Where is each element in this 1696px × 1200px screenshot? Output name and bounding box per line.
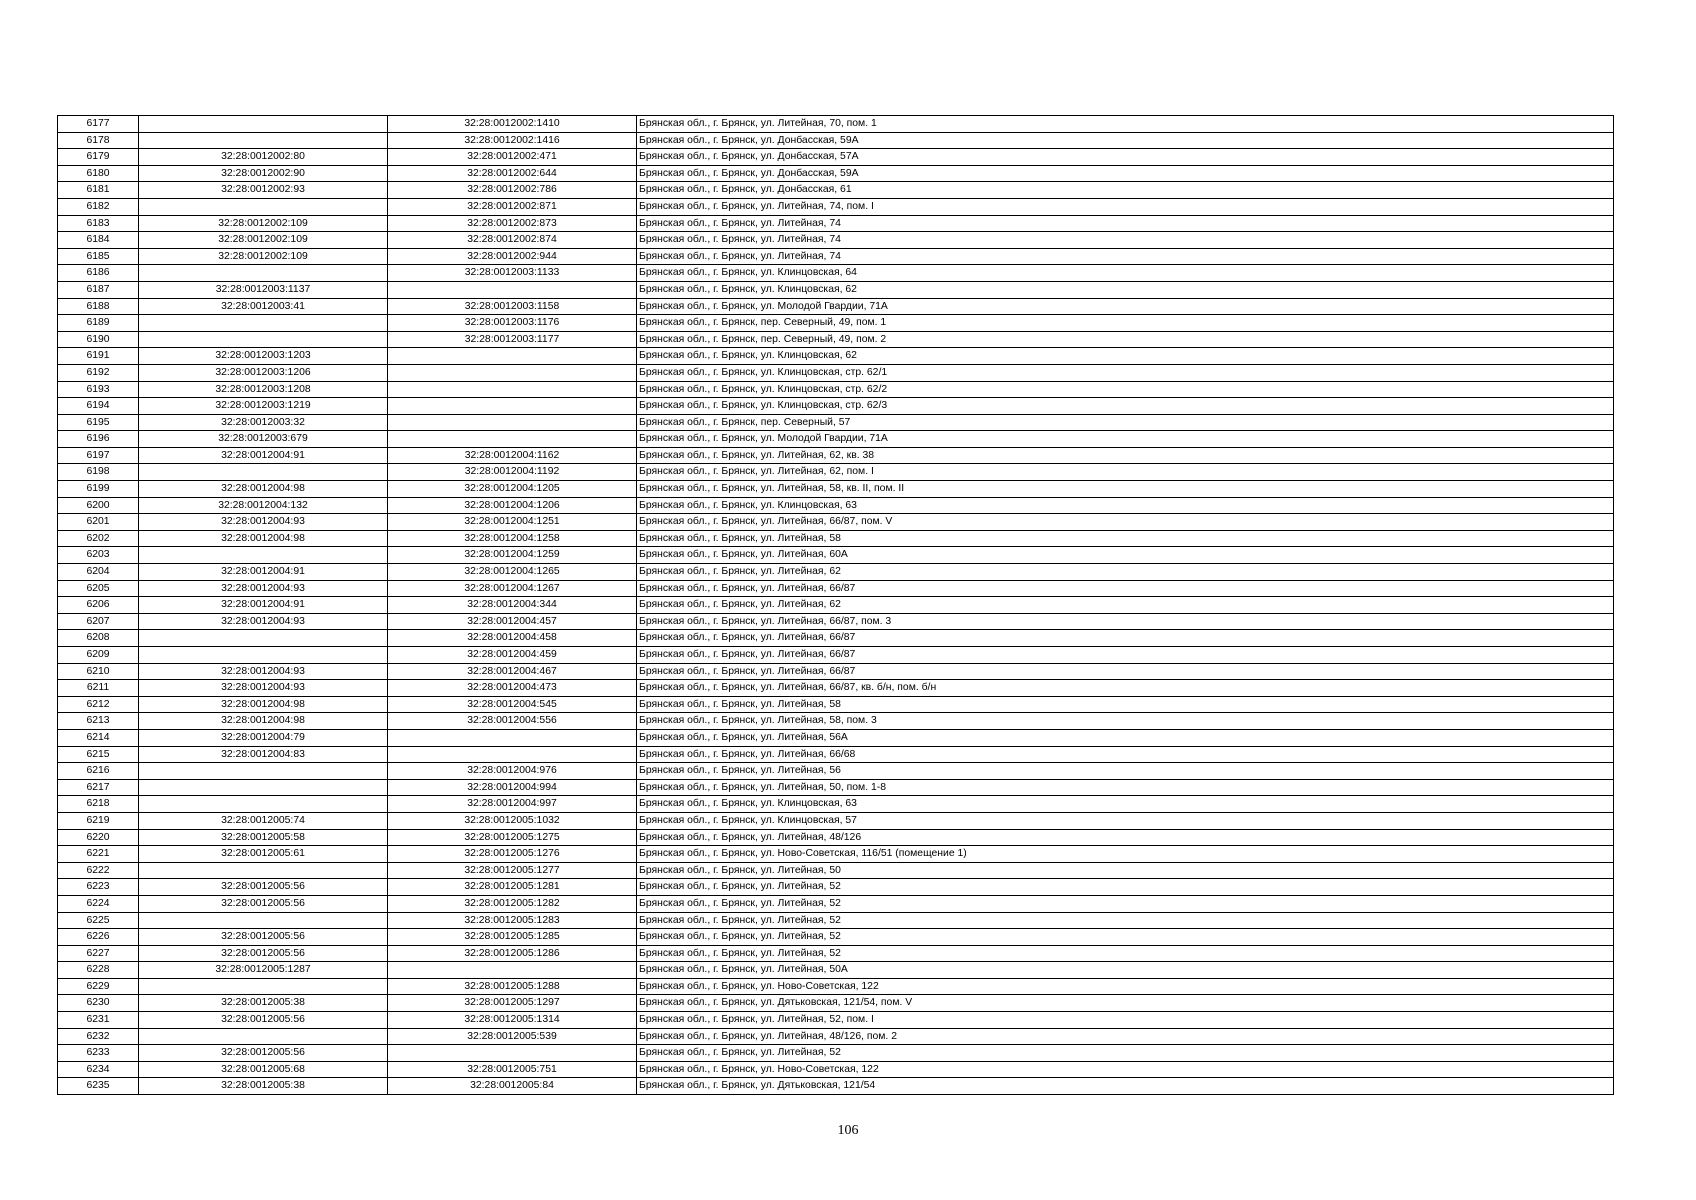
row-number-cell: 6185 xyxy=(58,248,139,265)
row-number-cell: 6194 xyxy=(58,398,139,415)
address-cell: Брянская обл., г. Брянск, ул. Клинцовская, 64 xyxy=(637,265,1614,282)
table-row xyxy=(58,729,1614,746)
land-plot-cadastral-cell: 32:28:0012002:80 xyxy=(139,149,388,166)
row-number-cell: 6220 xyxy=(58,829,139,846)
table-row xyxy=(58,215,1614,232)
table-row xyxy=(58,663,1614,680)
table-row xyxy=(58,198,1614,215)
table-row xyxy=(58,298,1614,315)
object-cadastral-cell: 32:28:0012004:556 xyxy=(388,713,637,730)
object-cadastral-cell: 32:28:0012005:84 xyxy=(388,1078,637,1095)
land-plot-cadastral-cell: 32:28:0012005:56 xyxy=(139,879,388,896)
row-number-cell: 6199 xyxy=(58,481,139,498)
land-plot-cadastral-cell: 32:28:0012005:56 xyxy=(139,929,388,946)
object-cadastral-cell xyxy=(388,381,637,398)
address-cell: Брянская обл., г. Брянск, ул. Молодой Гвардии, 71А xyxy=(637,298,1614,315)
land-plot-cadastral-cell: 32:28:0012004:91 xyxy=(139,564,388,581)
object-cadastral-cell: 32:28:0012002:1416 xyxy=(388,132,637,149)
row-number-cell: 6235 xyxy=(58,1078,139,1095)
table-row xyxy=(58,713,1614,730)
row-number-cell: 6198 xyxy=(58,464,139,481)
row-number-cell: 6218 xyxy=(58,796,139,813)
land-plot-cadastral-cell xyxy=(139,796,388,813)
row-number-cell: 6219 xyxy=(58,812,139,829)
address-cell: Брянская обл., г. Брянск, ул. Клинцовская, стр. 62/2 xyxy=(637,381,1614,398)
table-row xyxy=(58,630,1614,647)
object-cadastral-cell: 32:28:0012004:1258 xyxy=(388,530,637,547)
object-cadastral-cell xyxy=(388,746,637,763)
row-number-cell: 6189 xyxy=(58,315,139,332)
address-cell: Брянская обл., г. Брянск, ул. Литейная, 62, пом. I xyxy=(637,464,1614,481)
land-plot-cadastral-cell xyxy=(139,198,388,215)
table-row xyxy=(58,796,1614,813)
row-number-cell: 6186 xyxy=(58,265,139,282)
row-number-cell: 6213 xyxy=(58,713,139,730)
table-row xyxy=(58,132,1614,149)
land-plot-cadastral-cell: 32:28:0012004:93 xyxy=(139,514,388,531)
row-number-cell: 6229 xyxy=(58,978,139,995)
table-row xyxy=(58,962,1614,979)
land-plot-cadastral-cell: 32:28:0012005:68 xyxy=(139,1061,388,1078)
land-plot-cadastral-cell: 32:28:0012004:93 xyxy=(139,613,388,630)
land-plot-cadastral-cell: 32:28:0012004:132 xyxy=(139,497,388,514)
address-cell: Брянская обл., г. Брянск, ул. Литейная, 66/87, кв. б/н, пом. б/н xyxy=(637,680,1614,697)
address-cell: Брянская обл., г. Брянск, ул. Литейная, 62 xyxy=(637,597,1614,614)
row-number-cell: 6177 xyxy=(58,116,139,133)
object-cadastral-cell xyxy=(388,398,637,415)
land-plot-cadastral-cell xyxy=(139,779,388,796)
table-row xyxy=(58,331,1614,348)
land-plot-cadastral-cell xyxy=(139,1028,388,1045)
land-plot-cadastral-cell: 32:28:0012005:61 xyxy=(139,846,388,863)
table-row xyxy=(58,647,1614,664)
address-cell: Брянская обл., г. Брянск, ул. Литейная, 52 xyxy=(637,912,1614,929)
land-plot-cadastral-cell: 32:28:0012003:679 xyxy=(139,431,388,448)
address-cell: Брянская обл., г. Брянск, ул. Литейная, 52 xyxy=(637,929,1614,946)
object-cadastral-cell: 32:28:0012004:1267 xyxy=(388,580,637,597)
row-number-cell: 6223 xyxy=(58,879,139,896)
row-number-cell: 6231 xyxy=(58,1012,139,1029)
land-plot-cadastral-cell: 32:28:0012002:109 xyxy=(139,248,388,265)
object-cadastral-cell: 32:28:0012005:1286 xyxy=(388,945,637,962)
object-cadastral-cell: 32:28:0012004:1265 xyxy=(388,564,637,581)
object-cadastral-cell xyxy=(388,414,637,431)
object-cadastral-cell: 32:28:0012004:1251 xyxy=(388,514,637,531)
object-cadastral-cell xyxy=(388,348,637,365)
row-number-cell: 6233 xyxy=(58,1045,139,1062)
address-cell: Брянская обл., г. Брянск, ул. Литейная, 74 xyxy=(637,232,1614,249)
table-row xyxy=(58,481,1614,498)
row-number-cell: 6209 xyxy=(58,647,139,664)
row-number-cell: 6221 xyxy=(58,846,139,863)
table-row xyxy=(58,1028,1614,1045)
land-plot-cadastral-cell: 32:28:0012004:98 xyxy=(139,696,388,713)
table-row xyxy=(58,696,1614,713)
address-cell: Брянская обл., г. Брянск, ул. Клинцовская, стр. 62/1 xyxy=(637,364,1614,381)
land-plot-cadastral-cell: 32:28:0012005:56 xyxy=(139,1012,388,1029)
address-cell: Брянская обл., г. Брянск, ул. Донбасская, 59А xyxy=(637,132,1614,149)
address-cell: Брянская обл., г. Брянск, ул. Литейная, 56А xyxy=(637,729,1614,746)
table-row xyxy=(58,929,1614,946)
object-cadastral-cell xyxy=(388,729,637,746)
row-number-cell: 6230 xyxy=(58,995,139,1012)
row-number-cell: 6202 xyxy=(58,530,139,547)
object-cadastral-cell: 32:28:0012005:1275 xyxy=(388,829,637,846)
object-cadastral-cell: 32:28:0012005:539 xyxy=(388,1028,637,1045)
row-number-cell: 6200 xyxy=(58,497,139,514)
address-cell: Брянская обл., г. Брянск, ул. Литейная, 52 xyxy=(637,879,1614,896)
address-cell: Брянская обл., г. Брянск, ул. Клинцовская, стр. 62/3 xyxy=(637,398,1614,415)
object-cadastral-cell: 32:28:0012005:1285 xyxy=(388,929,637,946)
address-cell: Брянская обл., г. Брянск, пер. Северный, 49, пом. 2 xyxy=(637,331,1614,348)
row-number-cell: 6211 xyxy=(58,680,139,697)
address-cell: Брянская обл., г. Брянск, ул. Клинцовская, 62 xyxy=(637,348,1614,365)
table-row xyxy=(58,1061,1614,1078)
table-row xyxy=(58,165,1614,182)
address-cell: Брянская обл., г. Брянск, ул. Литейная, 56 xyxy=(637,763,1614,780)
registry-table xyxy=(57,115,1614,1095)
land-plot-cadastral-cell: 32:28:0012002:93 xyxy=(139,182,388,199)
address-cell: Брянская обл., г. Брянск, ул. Литейная, 60А xyxy=(637,547,1614,564)
address-cell: Брянская обл., г. Брянск, ул. Литейная, 48/126, пом. 2 xyxy=(637,1028,1614,1045)
address-cell: Брянская обл., г. Брянск, ул. Ново-Советская, 116/51 (помещение 1) xyxy=(637,846,1614,863)
land-plot-cadastral-cell: 32:28:0012002:109 xyxy=(139,215,388,232)
table-row xyxy=(58,497,1614,514)
table-row xyxy=(58,364,1614,381)
land-plot-cadastral-cell: 32:28:0012004:91 xyxy=(139,597,388,614)
table-row xyxy=(58,182,1614,199)
address-cell: Брянская обл., г. Брянск, ул. Дятьковская, 121/54, пом. V xyxy=(637,995,1614,1012)
land-plot-cadastral-cell xyxy=(139,862,388,879)
land-plot-cadastral-cell: 32:28:0012005:1287 xyxy=(139,962,388,979)
address-cell: Брянская обл., г. Брянск, ул. Литейная, 66/68 xyxy=(637,746,1614,763)
land-plot-cadastral-cell xyxy=(139,265,388,282)
table-row xyxy=(58,680,1614,697)
object-cadastral-cell: 32:28:0012004:1162 xyxy=(388,447,637,464)
land-plot-cadastral-cell: 32:28:0012004:93 xyxy=(139,580,388,597)
row-number-cell: 6217 xyxy=(58,779,139,796)
table-row xyxy=(58,613,1614,630)
address-cell: Брянская обл., г. Брянск, ул. Литейная, 58, пом. 3 xyxy=(637,713,1614,730)
object-cadastral-cell: 32:28:0012004:545 xyxy=(388,696,637,713)
object-cadastral-cell: 32:28:0012005:751 xyxy=(388,1061,637,1078)
object-cadastral-cell: 32:28:0012004:467 xyxy=(388,663,637,680)
row-number-cell: 6228 xyxy=(58,962,139,979)
object-cadastral-cell: 32:28:0012004:1205 xyxy=(388,481,637,498)
table-row xyxy=(58,779,1614,796)
row-number-cell: 6207 xyxy=(58,613,139,630)
object-cadastral-cell: 32:28:0012005:1276 xyxy=(388,846,637,863)
table-row xyxy=(58,746,1614,763)
table-row xyxy=(58,912,1614,929)
object-cadastral-cell: 32:28:0012005:1288 xyxy=(388,978,637,995)
row-number-cell: 6193 xyxy=(58,381,139,398)
address-cell: Брянская обл., г. Брянск, ул. Молодой Гвардии, 71А xyxy=(637,431,1614,448)
object-cadastral-cell xyxy=(388,281,637,298)
address-cell: Брянская обл., г. Брянск, ул. Литейная, 66/87 xyxy=(637,647,1614,664)
land-plot-cadastral-cell: 32:28:0012005:38 xyxy=(139,1078,388,1095)
land-plot-cadastral-cell: 32:28:0012004:83 xyxy=(139,746,388,763)
object-cadastral-cell: 32:28:0012002:871 xyxy=(388,198,637,215)
row-number-cell: 6195 xyxy=(58,414,139,431)
row-number-cell: 6187 xyxy=(58,281,139,298)
row-number-cell: 6206 xyxy=(58,597,139,614)
row-number-cell: 6226 xyxy=(58,929,139,946)
land-plot-cadastral-cell: 32:28:0012004:98 xyxy=(139,530,388,547)
table-row xyxy=(58,348,1614,365)
object-cadastral-cell: 32:28:0012005:1032 xyxy=(388,812,637,829)
address-cell: Брянская обл., г. Брянск, ул. Литейная, 58 xyxy=(637,696,1614,713)
object-cadastral-cell: 32:28:0012005:1314 xyxy=(388,1012,637,1029)
object-cadastral-cell xyxy=(388,962,637,979)
object-cadastral-cell: 32:28:0012004:473 xyxy=(388,680,637,697)
table-row xyxy=(58,879,1614,896)
row-number-cell: 6201 xyxy=(58,514,139,531)
table-row xyxy=(58,547,1614,564)
address-cell: Брянская обл., г. Брянск, ул. Литейная, 66/87 xyxy=(637,663,1614,680)
land-plot-cadastral-cell: 32:28:0012005:38 xyxy=(139,995,388,1012)
registry-table-body xyxy=(58,116,1614,1095)
object-cadastral-cell: 32:28:0012002:873 xyxy=(388,215,637,232)
land-plot-cadastral-cell: 32:28:0012004:93 xyxy=(139,663,388,680)
object-cadastral-cell: 32:28:0012004:1259 xyxy=(388,547,637,564)
land-plot-cadastral-cell xyxy=(139,763,388,780)
row-number-cell: 6190 xyxy=(58,331,139,348)
address-cell: Брянская обл., г. Брянск, ул. Литейная, 52 xyxy=(637,895,1614,912)
table-row xyxy=(58,1045,1614,1062)
table-row xyxy=(58,414,1614,431)
table-row xyxy=(58,812,1614,829)
address-cell: Брянская обл., г. Брянск, ул. Дятьковская, 121/54 xyxy=(637,1078,1614,1095)
row-number-cell: 6182 xyxy=(58,198,139,215)
table-row xyxy=(58,846,1614,863)
land-plot-cadastral-cell: 32:28:0012003:1137 xyxy=(139,281,388,298)
land-plot-cadastral-cell: 32:28:0012005:74 xyxy=(139,812,388,829)
land-plot-cadastral-cell: 32:28:0012003:32 xyxy=(139,414,388,431)
land-plot-cadastral-cell xyxy=(139,116,388,133)
land-plot-cadastral-cell xyxy=(139,912,388,929)
row-number-cell: 6203 xyxy=(58,547,139,564)
object-cadastral-cell: 32:28:0012002:786 xyxy=(388,182,637,199)
row-number-cell: 6204 xyxy=(58,564,139,581)
address-cell: Брянская обл., г. Брянск, ул. Литейная, 52 xyxy=(637,1045,1614,1062)
object-cadastral-cell: 32:28:0012002:1410 xyxy=(388,116,637,133)
address-cell: Брянская обл., г. Брянск, ул. Клинцовская, 57 xyxy=(637,812,1614,829)
row-number-cell: 6208 xyxy=(58,630,139,647)
row-number-cell: 6212 xyxy=(58,696,139,713)
table-row xyxy=(58,514,1614,531)
page-number: 106 xyxy=(837,1123,859,1138)
row-number-cell: 6222 xyxy=(58,862,139,879)
table-row xyxy=(58,398,1614,415)
row-number-cell: 6184 xyxy=(58,232,139,249)
row-number-cell: 6216 xyxy=(58,763,139,780)
object-cadastral-cell: 32:28:0012002:471 xyxy=(388,149,637,166)
table-row xyxy=(58,265,1614,282)
address-cell: Брянская обл., г. Брянск, ул. Клинцовская, 63 xyxy=(637,497,1614,514)
address-cell: Брянская обл., г. Брянск, ул. Литейная, 48/126 xyxy=(637,829,1614,846)
address-cell: Брянская обл., г. Брянск, ул. Донбасская, 61 xyxy=(637,182,1614,199)
address-cell: Брянская обл., г. Брянск, ул. Донбасская, 59А xyxy=(637,165,1614,182)
object-cadastral-cell xyxy=(388,1045,637,1062)
object-cadastral-cell: 32:28:0012004:976 xyxy=(388,763,637,780)
land-plot-cadastral-cell xyxy=(139,315,388,332)
address-cell: Брянская обл., г. Брянск, ул. Литейная, 66/87 xyxy=(637,630,1614,647)
row-number-cell: 6234 xyxy=(58,1061,139,1078)
object-cadastral-cell: 32:28:0012004:459 xyxy=(388,647,637,664)
row-number-cell: 6224 xyxy=(58,895,139,912)
address-cell: Брянская обл., г. Брянск, ул. Литейная, 50А xyxy=(637,962,1614,979)
table-row xyxy=(58,381,1614,398)
land-plot-cadastral-cell: 32:28:0012004:98 xyxy=(139,713,388,730)
land-plot-cadastral-cell xyxy=(139,464,388,481)
land-plot-cadastral-cell: 32:28:0012003:1219 xyxy=(139,398,388,415)
row-number-cell: 6181 xyxy=(58,182,139,199)
row-number-cell: 6192 xyxy=(58,364,139,381)
address-cell: Брянская обл., г. Брянск, ул. Донбасская, 57А xyxy=(637,149,1614,166)
table-row xyxy=(58,447,1614,464)
row-number-cell: 6179 xyxy=(58,149,139,166)
row-number-cell: 6205 xyxy=(58,580,139,597)
address-cell: Брянская обл., г. Брянск, ул. Литейная, 62 xyxy=(637,564,1614,581)
table-row xyxy=(58,978,1614,995)
object-cadastral-cell: 32:28:0012005:1297 xyxy=(388,995,637,1012)
row-number-cell: 6197 xyxy=(58,447,139,464)
row-number-cell: 6225 xyxy=(58,912,139,929)
address-cell: Брянская обл., г. Брянск, ул. Литейная, 70, пом. 1 xyxy=(637,116,1614,133)
land-plot-cadastral-cell xyxy=(139,630,388,647)
object-cadastral-cell: 32:28:0012003:1176 xyxy=(388,315,637,332)
object-cadastral-cell: 32:28:0012005:1282 xyxy=(388,895,637,912)
land-plot-cadastral-cell: 32:28:0012005:56 xyxy=(139,895,388,912)
address-cell: Брянская обл., г. Брянск, пер. Северный, 57 xyxy=(637,414,1614,431)
object-cadastral-cell: 32:28:0012004:1192 xyxy=(388,464,637,481)
land-plot-cadastral-cell: 32:28:0012004:91 xyxy=(139,447,388,464)
address-cell: Брянская обл., г. Брянск, ул. Литейная, 58, кв. II, пом. II xyxy=(637,481,1614,498)
address-cell: Брянская обл., г. Брянск, ул. Литейная, 50, пом. 1-8 xyxy=(637,779,1614,796)
object-cadastral-cell: 32:28:0012004:994 xyxy=(388,779,637,796)
land-plot-cadastral-cell: 32:28:0012005:56 xyxy=(139,1045,388,1062)
land-plot-cadastral-cell: 32:28:0012003:41 xyxy=(139,298,388,315)
table-row xyxy=(58,315,1614,332)
land-plot-cadastral-cell: 32:28:0012005:56 xyxy=(139,945,388,962)
address-cell: Брянская обл., г. Брянск, ул. Клинцовская, 63 xyxy=(637,796,1614,813)
row-number-cell: 6215 xyxy=(58,746,139,763)
table-row xyxy=(58,895,1614,912)
land-plot-cadastral-cell: 32:28:0012004:79 xyxy=(139,729,388,746)
land-plot-cadastral-cell xyxy=(139,647,388,664)
object-cadastral-cell: 32:28:0012003:1133 xyxy=(388,265,637,282)
table-row xyxy=(58,281,1614,298)
object-cadastral-cell: 32:28:0012005:1283 xyxy=(388,912,637,929)
address-cell: Брянская обл., г. Брянск, ул. Литейная, 52 xyxy=(637,945,1614,962)
table-row xyxy=(58,597,1614,614)
table-row xyxy=(58,530,1614,547)
land-plot-cadastral-cell: 32:28:0012002:109 xyxy=(139,232,388,249)
object-cadastral-cell xyxy=(388,431,637,448)
object-cadastral-cell: 32:28:0012004:344 xyxy=(388,597,637,614)
row-number-cell: 6227 xyxy=(58,945,139,962)
row-number-cell: 6191 xyxy=(58,348,139,365)
table-row xyxy=(58,995,1614,1012)
address-cell: Брянская обл., г. Брянск, ул. Литейная, 66/87, пом. V xyxy=(637,514,1614,531)
address-cell: Брянская обл., г. Брянск, ул. Ново-Советская, 122 xyxy=(637,978,1614,995)
table-row xyxy=(58,232,1614,249)
land-plot-cadastral-cell: 32:28:0012003:1206 xyxy=(139,364,388,381)
address-cell: Брянская обл., г. Брянск, ул. Литейная, 66/87 xyxy=(637,580,1614,597)
object-cadastral-cell: 32:28:0012003:1177 xyxy=(388,331,637,348)
table-row xyxy=(58,149,1614,166)
address-cell: Брянская обл., г. Брянск, ул. Литейная, 58 xyxy=(637,530,1614,547)
address-cell: Брянская обл., г. Брянск, ул. Литейная, 74 xyxy=(637,248,1614,265)
table-row xyxy=(58,564,1614,581)
row-number-cell: 6214 xyxy=(58,729,139,746)
object-cadastral-cell: 32:28:0012002:874 xyxy=(388,232,637,249)
object-cadastral-cell: 32:28:0012005:1281 xyxy=(388,879,637,896)
table-row xyxy=(58,763,1614,780)
table-row xyxy=(58,945,1614,962)
table-row xyxy=(58,431,1614,448)
address-cell: Брянская обл., г. Брянск, пер. Северный, 49, пом. 1 xyxy=(637,315,1614,332)
land-plot-cadastral-cell: 32:28:0012003:1203 xyxy=(139,348,388,365)
address-cell: Брянская обл., г. Брянск, ул. Литейная, 52, пом. I xyxy=(637,1012,1614,1029)
row-number-cell: 6180 xyxy=(58,165,139,182)
object-cadastral-cell: 32:28:0012003:1158 xyxy=(388,298,637,315)
row-number-cell: 6183 xyxy=(58,215,139,232)
land-plot-cadastral-cell: 32:28:0012005:58 xyxy=(139,829,388,846)
object-cadastral-cell: 32:28:0012002:944 xyxy=(388,248,637,265)
address-cell: Брянская обл., г. Брянск, ул. Клинцовская, 62 xyxy=(637,281,1614,298)
land-plot-cadastral-cell xyxy=(139,547,388,564)
row-number-cell: 6188 xyxy=(58,298,139,315)
land-plot-cadastral-cell: 32:28:0012004:93 xyxy=(139,680,388,697)
object-cadastral-cell: 32:28:0012004:1206 xyxy=(388,497,637,514)
object-cadastral-cell: 32:28:0012005:1277 xyxy=(388,862,637,879)
object-cadastral-cell: 32:28:0012004:458 xyxy=(388,630,637,647)
table-row xyxy=(58,829,1614,846)
object-cadastral-cell: 32:28:0012002:644 xyxy=(388,165,637,182)
table-row xyxy=(58,1078,1614,1095)
object-cadastral-cell: 32:28:0012004:997 xyxy=(388,796,637,813)
row-number-cell: 6210 xyxy=(58,663,139,680)
table-row xyxy=(58,862,1614,879)
table-row xyxy=(58,1012,1614,1029)
row-number-cell: 6196 xyxy=(58,431,139,448)
object-cadastral-cell xyxy=(388,364,637,381)
table-row xyxy=(58,248,1614,265)
land-plot-cadastral-cell: 32:28:0012002:90 xyxy=(139,165,388,182)
address-cell: Брянская обл., г. Брянск, ул. Литейная, 62, кв. 38 xyxy=(637,447,1614,464)
table-row xyxy=(58,116,1614,133)
table-row xyxy=(58,464,1614,481)
object-cadastral-cell: 32:28:0012004:457 xyxy=(388,613,637,630)
land-plot-cadastral-cell: 32:28:0012004:98 xyxy=(139,481,388,498)
address-cell: Брянская обл., г. Брянск, ул. Литейная, 74, пом. I xyxy=(637,198,1614,215)
address-cell: Брянская обл., г. Брянск, ул. Литейная, 74 xyxy=(637,215,1614,232)
address-cell: Брянская обл., г. Брянск, ул. Ново-Советская, 122 xyxy=(637,1061,1614,1078)
row-number-cell: 6232 xyxy=(58,1028,139,1045)
table-row xyxy=(58,580,1614,597)
land-plot-cadastral-cell xyxy=(139,132,388,149)
land-plot-cadastral-cell xyxy=(139,331,388,348)
address-cell: Брянская обл., г. Брянск, ул. Литейная, 66/87, пом. 3 xyxy=(637,613,1614,630)
land-plot-cadastral-cell xyxy=(139,978,388,995)
land-plot-cadastral-cell: 32:28:0012003:1208 xyxy=(139,381,388,398)
address-cell: Брянская обл., г. Брянск, ул. Литейная, 50 xyxy=(637,862,1614,879)
row-number-cell: 6178 xyxy=(58,132,139,149)
